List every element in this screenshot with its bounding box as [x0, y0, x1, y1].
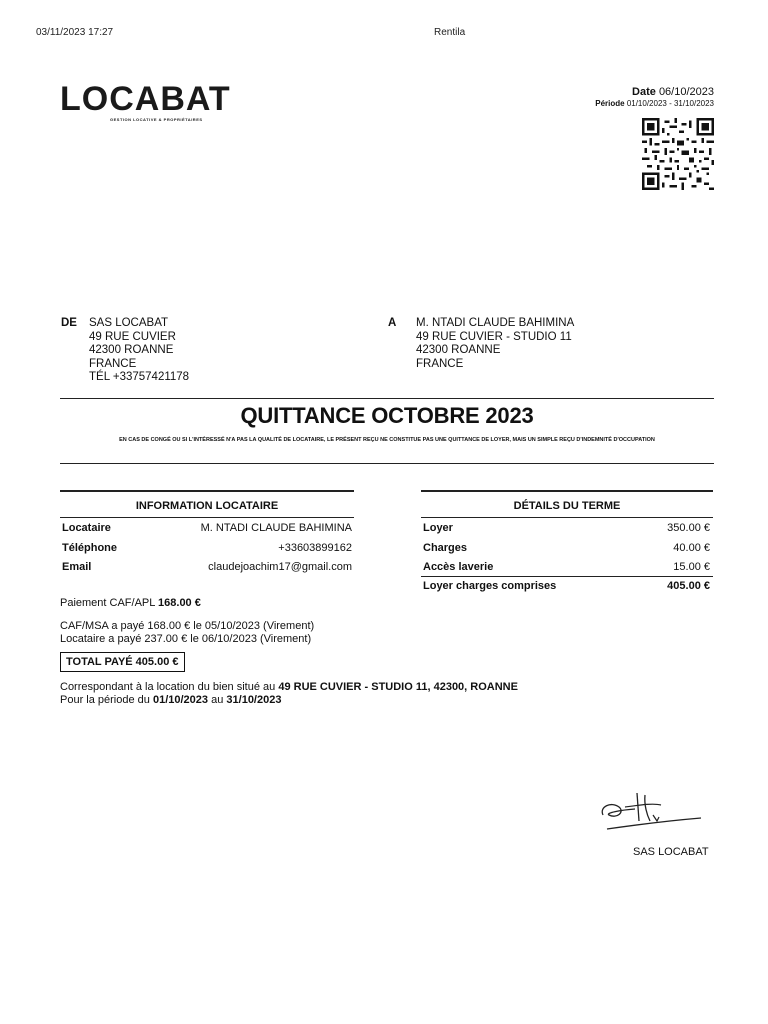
term-total-value: 405.00 €	[667, 580, 710, 592]
term-row-label: Accès laverie	[423, 561, 494, 573]
period-mid: au	[211, 694, 224, 706]
logo-tagline: GESTION LOCATIVE & PROPRIÉTAIRES	[110, 117, 203, 122]
term-row	[423, 522, 710, 534]
term-row-value: 350.00 €	[667, 522, 710, 534]
term-row-value: 40.00 €	[673, 542, 710, 554]
property-prefix: Correspondant à la location du bien situé au	[60, 681, 276, 693]
payment-line: Locataire a payé 237.00 € le 06/10/2023 (Virement)	[60, 633, 312, 645]
period-to: 31/10/2023	[226, 694, 282, 706]
term-total-label: Loyer charges comprises	[423, 580, 557, 592]
period-value: 01/10/2023 - 31/10/2023	[626, 99, 714, 108]
panel-top-rule	[60, 490, 354, 492]
company-logo: LOCABAT	[60, 80, 231, 118]
term-total-row	[423, 580, 710, 592]
panel-rule	[421, 576, 713, 577]
tenant-row	[62, 561, 352, 573]
document-title: QUITTANCE OCTOBRE 2023	[240, 403, 534, 428]
total-paid-box: TOTAL PAYÉ 405.00 €	[60, 652, 185, 672]
date-label: Date	[632, 86, 656, 98]
caf-payment-value: 168.00 €	[158, 597, 201, 609]
term-row-label: Loyer	[423, 522, 453, 534]
property-line	[60, 681, 518, 694]
tenant-row-value: claudejoachim17@gmail.com	[208, 561, 352, 573]
print-datetime: 03/11/2023 17:27	[36, 27, 114, 38]
panel-rule	[60, 517, 354, 518]
date-value: 06/10/2023	[658, 86, 714, 98]
caf-payment-label: Paiement CAF/APL	[60, 597, 155, 609]
sender-line: 42300 ROANNE	[89, 344, 174, 356]
property-address: 49 RUE CUVIER - STUDIO 11, 42300, ROANNE	[278, 681, 518, 693]
panel-rule	[421, 517, 713, 518]
document-period	[595, 99, 714, 108]
recipient-line: 42300 ROANNE	[416, 344, 501, 356]
recipient-address	[416, 317, 574, 371]
sender-line: SAS LOCABAT	[89, 317, 169, 329]
term-row-label: Charges	[423, 542, 468, 554]
tenant-row-label: Email	[62, 561, 92, 573]
sender-line: 49 RUE CUVIER	[89, 330, 176, 343]
print-app-name: Rentila	[434, 27, 466, 38]
term-row	[423, 542, 710, 554]
document-date	[632, 86, 714, 98]
tenant-row	[62, 522, 352, 534]
qr-code	[642, 118, 714, 190]
legal-notice: EN CAS DE CONGÉ OU SI L'INTÉRESSÉ N'A PAS LA QUALITÉ DE LOCATAIRE, LE PRÉSENT REÇU NE CONSTITUE PAS UNE QUITTANCE DE LOYER, MAIS UN SIMPLE REÇU D'INDEMNITÉ D'OCCUPATION	[119, 437, 655, 443]
tenant-row	[62, 542, 352, 554]
sender-line: FRANCE	[89, 357, 137, 370]
sender-line: TÉL +33757421178	[89, 371, 190, 383]
term-details-heading: DÉTAILS DU TERME	[513, 500, 621, 512]
tenant-row-value: +33603899162	[278, 542, 352, 554]
panel-top-rule	[421, 490, 713, 492]
tenant-row-label: Locataire	[62, 522, 111, 534]
recipient-line: 49 RUE CUVIER - STUDIO 11	[416, 330, 572, 343]
signatory-name: SAS LOCABAT	[633, 846, 709, 858]
signature-image	[595, 785, 705, 835]
sender-address	[89, 317, 189, 385]
divider	[60, 398, 714, 399]
period-label: Période	[595, 99, 625, 108]
caf-payment	[60, 597, 201, 610]
recipient-line: FRANCE	[416, 357, 464, 370]
term-row	[423, 561, 710, 573]
divider	[60, 463, 714, 464]
tenant-row-value: M. NTADI CLAUDE BAHIMINA	[200, 522, 352, 534]
term-row-value: 15.00 €	[673, 561, 710, 573]
payment-line: CAF/MSA a payé 168.00 € le 05/10/2023 (Virement)	[60, 620, 315, 632]
tenant-info-heading: INFORMATION LOCATAIRE	[135, 500, 279, 512]
tenant-row-label: Téléphone	[62, 542, 118, 554]
sender-label: DE	[61, 317, 77, 329]
period-line	[60, 694, 281, 707]
period-prefix: Pour la période du	[60, 694, 150, 706]
recipient-label: A	[388, 317, 397, 329]
recipient-line: M. NTADI CLAUDE BAHIMINA	[416, 317, 575, 329]
period-from: 01/10/2023	[152, 694, 209, 706]
